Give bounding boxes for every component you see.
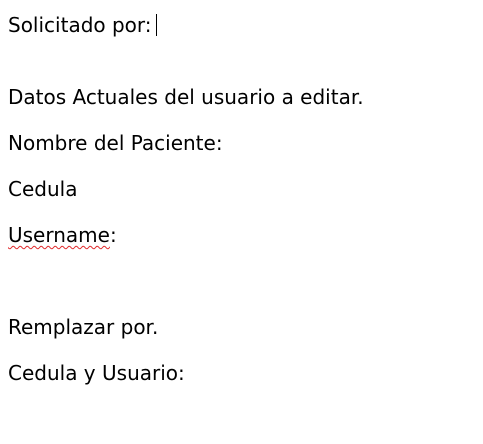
username-colon: :: [109, 223, 117, 247]
username-line: [8, 223, 117, 247]
requested-by-line[interactable]: [8, 13, 157, 37]
cedula-user-label: Cedula y Usuario:: [8, 361, 185, 385]
replace-heading: Remplazar por.: [8, 315, 159, 339]
patient-name-label: Nombre del Paciente:: [8, 131, 223, 155]
username-label-misspelled[interactable]: Username: [8, 223, 110, 247]
current-data-heading: Datos Actuales del usuario a editar.: [8, 85, 364, 109]
text-cursor: [156, 14, 157, 36]
cedula-label: Cedula: [8, 177, 78, 201]
requested-by-label: Solicitado por:: [8, 13, 152, 37]
